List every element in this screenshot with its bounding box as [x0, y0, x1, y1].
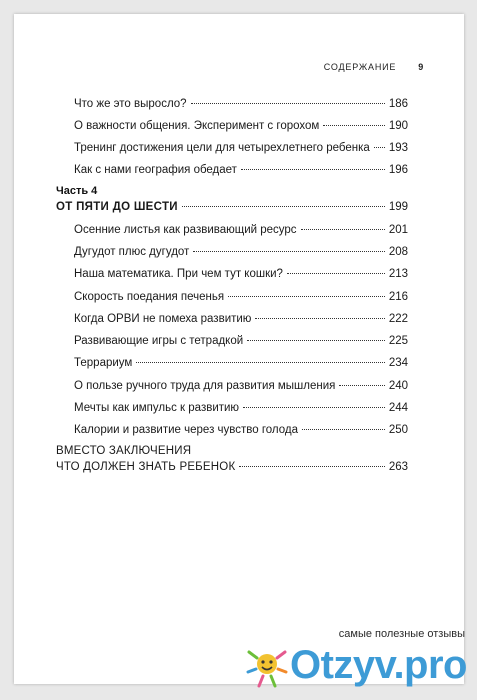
- toc-entry: [74, 335, 408, 347]
- leader-dots: [136, 362, 385, 363]
- book-page: [14, 14, 464, 684]
- toc-entry-page: 250: [388, 424, 408, 436]
- site-watermark: [231, 626, 471, 696]
- toc-entry-page: 244: [388, 402, 408, 414]
- leader-dots: [323, 125, 385, 126]
- toc-entry-page: 190: [388, 120, 408, 132]
- toc-entry-page: 201: [388, 224, 408, 236]
- leader-dots: [241, 169, 385, 170]
- leader-dots: [301, 229, 385, 230]
- leader-dots: [193, 251, 384, 252]
- toc-entry-title: О пользе ручного труда для развития мышления: [74, 380, 336, 392]
- leader-dots: [191, 103, 385, 104]
- toc-entry: [74, 268, 408, 280]
- leader-dots: [247, 340, 385, 341]
- toc-entry: [74, 291, 408, 303]
- toc-entry-page: 240: [388, 380, 408, 392]
- toc-entry-page: 213: [388, 268, 408, 280]
- toc-entry: [74, 164, 408, 176]
- leader-dots: [243, 407, 385, 408]
- toc-entry: [74, 98, 408, 110]
- toc-entry-page: 216: [388, 291, 408, 303]
- toc-entry-title: Что же это выросло?: [74, 98, 187, 110]
- toc-entry: [74, 380, 408, 392]
- toc-entry: [74, 120, 408, 132]
- conclusion-page: 263: [388, 461, 408, 473]
- leader-dots: [239, 466, 384, 467]
- toc-entry-page: 234: [388, 357, 408, 369]
- leader-dots: [287, 273, 385, 274]
- toc-entry-page: 225: [388, 335, 408, 347]
- toc-entry-page: 208: [388, 246, 408, 258]
- watermark-brand: Otzyv.pro: [289, 643, 467, 687]
- toc-entry-page: 193: [388, 142, 408, 154]
- toc-entry-title: Наша математика. При чем тут кошки?: [74, 268, 283, 280]
- toc-entry-title: Когда ОРВИ не помеха развитию: [74, 313, 252, 325]
- mascot-icon: [245, 644, 289, 692]
- toc-entry: [74, 142, 408, 154]
- page-number: 9: [418, 62, 424, 72]
- leader-dots: [374, 147, 385, 148]
- toc-entry-page: 222: [388, 313, 408, 325]
- running-head-title: СОДЕРЖАНИЕ: [323, 62, 397, 72]
- part-label: Часть 4: [56, 185, 98, 197]
- toc-entry-title: Калории и развитие через чувство голода: [74, 424, 299, 436]
- toc-entry: [74, 357, 408, 369]
- conclusion-entry: [56, 461, 408, 473]
- watermark-tagline: самые полезные отзывы: [338, 628, 465, 640]
- leader-dots: [302, 429, 385, 430]
- toc-entry-title: Террариум: [74, 357, 133, 369]
- toc-entry: [74, 313, 408, 325]
- leader-dots: [228, 296, 385, 297]
- leader-dots: [255, 318, 384, 319]
- part-page: 199: [388, 201, 408, 213]
- conclusion-title: ЧТО ДОЛЖЕН ЗНАТЬ РЕБЕНОК: [56, 461, 236, 473]
- toc-entry: [74, 224, 408, 236]
- toc-entry-title: Мечты как импульс к развитию: [74, 402, 240, 414]
- toc-entry-title: Осенние листья как развивающий ресурс: [74, 224, 297, 236]
- toc-entry: [74, 402, 408, 414]
- toc-entry: [74, 246, 408, 258]
- leader-dots: [339, 385, 384, 386]
- conclusion-label: ВМЕСТО ЗАКЛЮЧЕНИЯ: [56, 445, 192, 457]
- toc-entry-title: Развивающие игры с тетрадкой: [74, 335, 244, 347]
- toc-entry-title: Дугудот плюс дугудот: [74, 246, 190, 258]
- toc-entry-title: Тренинг достижения цели для четырехлетнего ребенка: [74, 142, 370, 154]
- part-title-entry: [56, 201, 408, 213]
- table-of-contents: [14, 14, 464, 684]
- toc-entry-page: 196: [388, 164, 408, 176]
- toc-entry: [74, 424, 408, 436]
- toc-entry-title: О важности общения. Эксперимент с горохом: [74, 120, 320, 132]
- toc-entry-title: Скорость поедания печенья: [74, 291, 225, 303]
- toc-entry-title: Как с нами география обедает: [74, 164, 237, 176]
- leader-dots: [182, 206, 385, 207]
- part-title: ОТ ПЯТИ ДО ШЕСТИ: [56, 201, 178, 213]
- toc-entry-page: 186: [388, 98, 408, 110]
